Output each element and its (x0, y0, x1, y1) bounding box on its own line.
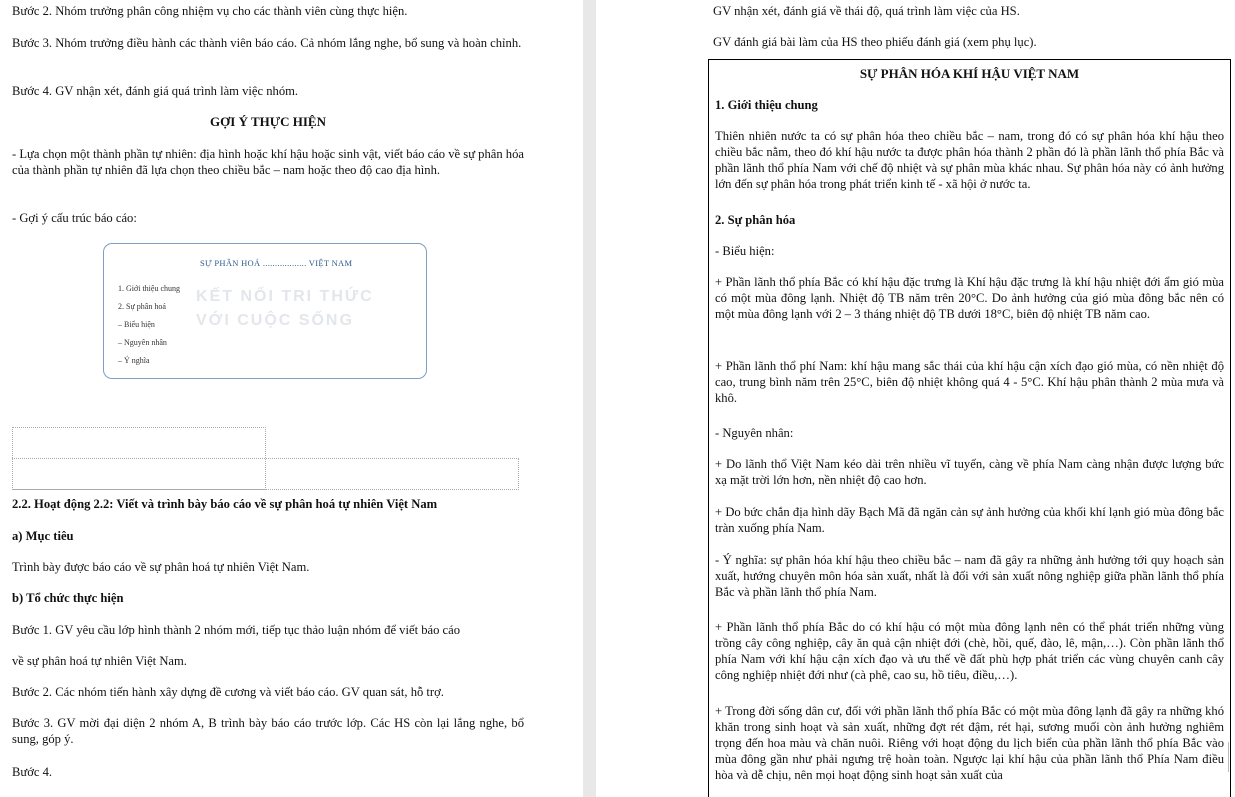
teacher-assessment-line: GV đánh giá bài làm của HS theo phiếu đánh giá (xem phụ lục). (713, 35, 1037, 49)
card-item-intro: 1. Giới thiệu chung (118, 284, 180, 293)
table-gridline-right (12, 458, 519, 490)
meaning-paragraph: - Ý nghĩa: sự phân hóa khí hậu theo chiều bắc – nam đã gây ra những ảnh hưởng tới quy hoạch sản xuất, hướng chuyên môn hóa sản xuất, nhất là đối với sản xuất nông nghiệp giữa phần lãnh thổ phía Bắc và phần lãnh thổ phía Nam. (715, 553, 1224, 599)
left-document-page (0, 0, 583, 797)
goal-text: Trình bày được báo cáo về sự phân hoá tự nhiên Việt Nam. (12, 560, 310, 574)
cause-paragraph-2: + Do bức chắn địa hình dãy Bạch Mã đã ngăn cản sự ảnh hưởng của khối khí lạnh gió mùa đông bắc tràn xuống phía Nam. (715, 505, 1224, 535)
step-4-text: Bước 4. GV nhận xét, đánh giá quá trình làm việc nhóm. (12, 84, 299, 98)
report-structure-card (103, 243, 427, 379)
card-item-meaning: – Ý nghĩa (118, 356, 150, 365)
cause-label: - Nguyên nhân: (715, 426, 794, 440)
scrollbar-edge (1228, 742, 1235, 772)
org-step-1-line-1: Bước 1. GV yêu cầu lớp hình thành 2 nhóm mới, tiếp tục thảo luận nhóm để viết báo cáo (12, 623, 461, 637)
step-2-text: Bước 2. Nhóm trưởng phân công nhiệm vụ cho các thành viên cùng thực hiện. (12, 4, 408, 18)
manifestation-label: - Biểu hiện: (715, 244, 775, 258)
right-document-page (596, 0, 1235, 797)
meaning-paragraph-1: + Phần lãnh thổ phía Bắc do có khí hậu có một mùa đông lạnh nên có thể phát triển những vùng trồng cây công nghiệp, cây ăn quả cận nhiệt đới (chè, hồi, quế, đào, lê, mận,…). Còn phần lãnh thổ phía Nam với khí hậu cận xích đạo và ưu thế về đất phù hợp phát triển các vùng chuyên canh cây công nghiệp nhiệt đới như (cà phê, cao su, hồ tiêu, điều,…). (715, 620, 1224, 682)
activity-heading: 2.2. Hoạt động 2.2: Viết và trình bày báo cáo về sự phân hoá tự nhiên Việt Nam (12, 497, 438, 511)
intro-paragraph: Thiên nhiên nước ta có sự phân hóa theo chiều bắc – nam, trong đó có sự phân hóa khí hậu theo chiều bắc nằm, theo đó khí hậu nước ta được phân hóa thành 2 phần đó là phần lãnh thổ phía Bắc và phần lãnh thổ phía Nam với chế độ nhiệt và sự phân mùa khác nhau. Sự phân hóa này có ảnh hưởng lớn đến sự phân hóa trong phát triển kinh tế - xã hội ở nước ta. (715, 129, 1224, 191)
south-climate-paragraph: + Phần lãnh thổ phí Nam: khí hậu mang sắc thái của khí hậu cận xích đạo gió mùa, có nền nhiệt độ cao, trung bình năm trên 25°C, biên độ nhiệt không quá 4 - 5°C. Khí hậu phân thành 2 mùa mưa và khô. (715, 359, 1224, 405)
hint-heading: GỢI Ý THỰC HIỆN (210, 114, 326, 129)
hint-paragraph-1: - Lựa chọn một thành phần tự nhiên: địa hình hoặc khí hậu hoặc sinh vật, viết báo cáo về sự phân hóa của thành phần tự nhiên đã lựa chọn theo chiều bắc – nam hoặc theo độ cao địa hình. (12, 147, 524, 177)
card-item-diff: 2. Sự phân hoá (118, 302, 166, 311)
cause-paragraph-1: + Do lãnh thổ Việt Nam kéo dài trên nhiều vĩ tuyến, càng về phía Nam càng nhận được lượng bức xạ mặt trời lớn hơn, nền nhiệt độ cao hơn. (715, 457, 1224, 487)
card-item-manifest: – Biểu hiện (118, 320, 155, 329)
org-step-1-line-2: về sự phân hoá tự nhiên Việt Nam. (12, 654, 187, 668)
org-step-4-text: Bước 4. (12, 765, 53, 779)
card-title: SỰ PHÂN HOÁ .................. VIỆT NAM (200, 258, 353, 268)
intro-heading: 1. Giới thiệu chung (715, 98, 818, 112)
organization-heading: b) Tổ chức thực hiện (12, 591, 124, 605)
card-item-cause: – Nguyên nhân (118, 338, 167, 347)
hint-paragraph-2: - Gợi ý cấu trúc báo cáo: (12, 211, 137, 225)
sample-report-box (708, 59, 1231, 797)
north-climate-paragraph: + Phần lãnh thổ phía Bắc có khí hậu đặc trưng là Khí hậu đặc trưng là khí hậu nhiệt đới ẩm gió mùa có một mùa đông lạnh. Nhiệt độ TB năm trên 20°C. Do ảnh hưởng của gió mùa đông bắc nên có một mùa đông lạnh với 2 – 3 tháng nhiệt độ TB dưới 18°C, biên độ nhiệt TB năm cao. (715, 275, 1224, 321)
differentiation-heading: 2. Sự phân hóa (715, 213, 796, 227)
meaning-paragraph-2: + Trong đời sống dân cư, đối với phần lãnh thổ phía Bắc có một mùa đông lạnh đã gây ra những khó khăn trong sinh hoạt và sản xuất, những đợt rét đậm, rét hại, sương muối còn ảnh hưởng nghiêm trọng đến hoa màu và chăn nuôi. Riêng với hoạt động du lịch biển của phần lãnh thổ phía Bắc vào mùa đông gần như phải ngưng trệ hoàn toàn. Ngược lại khí hậu của phần lãnh thổ Phía Nam điều hòa và dễ chịu, nên mọi hoạt động sinh hoạt sản xuất của (715, 704, 1224, 782)
watermark-line-2: VỚI CUỘC SỐNG (196, 312, 354, 329)
org-step-2-text: Bước 2. Các nhóm tiến hành xây dựng đề cương và viết báo cáo. GV quan sát, hỗ trợ. (12, 685, 444, 699)
watermark-line-1: KẾT NỐI TRI THỨC (196, 288, 374, 305)
teacher-review-line: GV nhận xét, đánh giá về thái độ, quá trình làm việc của HS. (713, 4, 1020, 18)
report-title: SỰ PHÂN HÓA KHÍ HẬU VIỆT NAM (859, 66, 1080, 81)
goal-heading: a) Mục tiêu (12, 529, 74, 543)
step-3-text: Bước 3. Nhóm trưởng điều hành các thành viên báo cáo. Cả nhóm lắng nghe, bổ sung và hoàn chỉnh. (12, 36, 522, 50)
org-step-3-text: Bước 3. GV mời đại diện 2 nhóm A, B trình bày báo cáo trước lớp. Các HS còn lại lắng nghe, bổ sung, góp ý. (12, 716, 524, 746)
